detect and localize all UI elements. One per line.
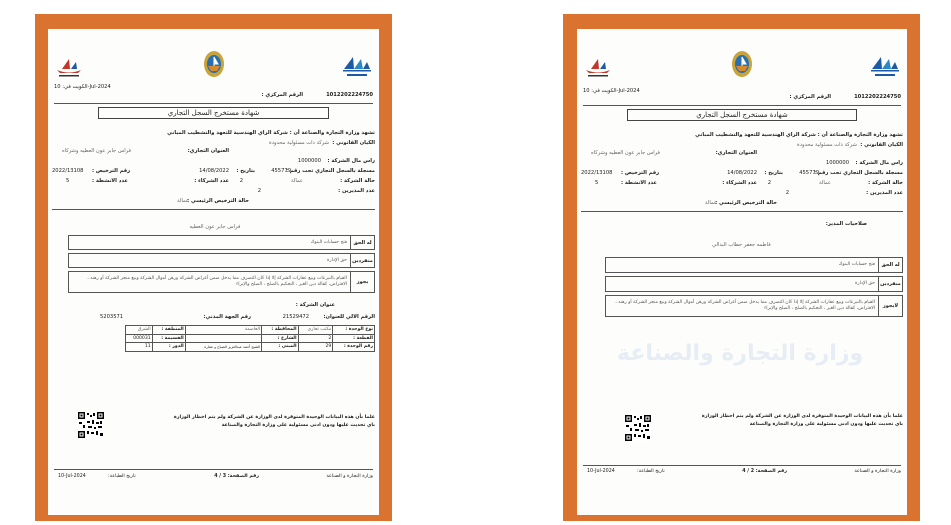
rights-row (68, 271, 375, 293)
rights-value: القيام بالتبرعات وبيع عقارات الشركة إلا إذا كان التصرف مما يدخل ضمن أغراض الشركة ورهن أموال الشركة وبيع متجر الشركة أو رهنه ، الاقتراض، كفالة دين الغير ، التحكيم بالصلح ، الصلح والإبراء (615, 300, 875, 311)
table-cell: الدور : (152, 343, 185, 352)
table-cell: المبنى : (262, 343, 298, 352)
partners-label: عدد الشركاء : (194, 178, 229, 184)
table-row (126, 326, 375, 335)
rights-value: حق الإدارة (327, 257, 347, 263)
footer-print-date: 10-Jul-2024 (587, 469, 615, 474)
header-central-number-label: الرقم المركزي : (789, 94, 831, 100)
section-divider (581, 211, 903, 212)
license-value: 2022/13108 (52, 168, 84, 174)
document-title: شهادة مستخرج السجل التجاري (627, 109, 857, 121)
date-value: 14/08/2022 (727, 170, 757, 176)
footer-ministry: وزارة التجارة و الصناعة (854, 469, 901, 474)
new-kuwait-logo-icon (869, 53, 901, 79)
table-cell: المنطقة : (152, 326, 185, 335)
main-license-value: عمالة (704, 200, 717, 206)
rights-row (605, 295, 903, 317)
footer-divider (583, 465, 901, 466)
watermark-text: وزارة التجارة والصناعة (617, 341, 864, 366)
partners-label: عدد الشركاء : (722, 180, 757, 186)
trade-address-label: العنوان التجاري: (187, 148, 229, 154)
footer-ministry: وزارة التجارة و الصناعة (326, 474, 373, 479)
header-central-number-label: الرقم المركزي : (261, 92, 303, 98)
status-value: عمالة (290, 178, 303, 184)
header-central-number: 1012202224750 (854, 94, 901, 100)
header-divider (583, 105, 901, 106)
kuwait-emblem-icon (202, 49, 226, 79)
table-cell (185, 334, 261, 343)
managers-label: عدد المديرين : (866, 190, 903, 196)
left-document-page (48, 29, 379, 515)
certify-text: تشهد وزارة التجارة والصناعة أن : شركة الراي الهندسية للتعهد والتشطيب المباني (167, 130, 375, 136)
table-cell: نوع الوحدة : (333, 326, 375, 335)
capital-value: 1000000 (297, 158, 321, 164)
table-cell: الشرق (126, 326, 153, 335)
activities-value: 5 (66, 178, 70, 184)
rights-key: منفردين (350, 254, 374, 267)
trade-address-label: العنوان التجاري: (715, 150, 757, 156)
rights-row (605, 276, 903, 292)
managers-value: 2 (785, 190, 789, 196)
table-cell: الشارع : (262, 334, 298, 343)
license-label: رقم الترخيص : (621, 170, 660, 176)
header-date: الكويت في: 10-Jul-2024 (54, 84, 111, 90)
rights-value: فتح حسابات البنوك (310, 239, 347, 245)
trade-address-value: فراس جابر عون العطيه وشركاه (62, 148, 131, 154)
rights-key: يجوز (350, 272, 374, 292)
activities-label: عدد الانشطة : (92, 178, 128, 184)
rights-value: حق الإدارة (855, 281, 875, 287)
footer-print-label: تاريخ الطباعة: (108, 474, 136, 479)
rights-row (68, 235, 375, 250)
table-cell: 29 (298, 343, 333, 352)
rights-key: له الحق (350, 236, 374, 249)
partners-value: 2 (767, 180, 771, 186)
qr-code-icon (78, 412, 104, 438)
date-label: بتاريخ : (236, 168, 255, 174)
manager-name: فاطمه جعفر حطاب البذالي (712, 242, 771, 248)
table-cell: المحافظة : (262, 326, 298, 335)
registration-label: مسجلة بالسجل التجاري تحت رقم : (814, 170, 903, 176)
capital-value: 1000000 (825, 160, 849, 166)
civil-number-value: 5203571 (100, 314, 124, 320)
registration-value: 455779 (271, 168, 291, 174)
license-value: 2022/13108 (581, 170, 613, 176)
footer-page-number: رقم الصفحة: 2 / 4 (742, 469, 787, 474)
status-label: حالة الشركة : (868, 180, 903, 186)
rights-value: القيام بالتبرعات وبيع عقارات الشركة إلا إذا كان التصرف مما يدخل ضمن أغراض الشركة ورهن أموال الشركة وبيع متجر الشركة أو رهنه ، الاقتراض، كفالة دين الغير ، التحكيم بالصلح ، الصلح والإبراء (87, 276, 347, 287)
status-label: حالة الشركة : (340, 178, 375, 184)
document-title: شهادة مستخرج السجل التجاري (98, 107, 329, 119)
footer-page-number: رقم الصفحة: 3 / 4 (214, 474, 259, 479)
rights-key: لايجوز (878, 296, 902, 316)
rights-row (605, 257, 903, 273)
table-cell: 11 (126, 343, 153, 352)
footer-divider (54, 469, 373, 470)
ministry-logo-icon (54, 57, 84, 79)
table-cell: 2 (298, 334, 333, 343)
date-value: 14/08/2022 (199, 168, 229, 174)
rights-value: فتح حسابات البنوك (838, 262, 875, 268)
main-license-label: حالة الترخيص الرئيسي : (187, 198, 249, 204)
entity-value: شركة ذات مسئولية محدودة (268, 140, 329, 146)
table-cell: العاصمة (185, 326, 261, 335)
kuwait-emblem-icon (730, 49, 754, 79)
partners-value: 2 (239, 178, 243, 184)
auto-number-label: الرقم الالي للعنوان: (323, 314, 375, 320)
rights-key: منفردين (878, 277, 902, 291)
managers-value: 2 (257, 188, 261, 194)
certify-text: تشهد وزارة التجارة والصناعة أن : شركة الراي الهندسية للتعهد والتشطيب المباني (695, 132, 903, 138)
header-divider (54, 103, 373, 104)
address-table (125, 325, 375, 352)
table-row (126, 334, 375, 343)
header-central-number: 1012202224750 (326, 92, 373, 98)
table-cell: 000031 (126, 334, 153, 343)
ministry-logo-icon (583, 57, 613, 79)
qr-code-icon (625, 415, 651, 441)
entity-label: الكيان القانوني : (860, 142, 903, 148)
managers-label: عدد المديرين : (338, 188, 375, 194)
auto-number-value: 21529472 (282, 314, 309, 320)
main-license-value: عمالة (176, 198, 189, 204)
entity-value: شركة ذات مسئولية محدودة (796, 142, 857, 148)
manager-powers-label: صلاحيات المدير: (825, 221, 867, 227)
activities-value: 5 (595, 180, 599, 186)
registration-label: مسجلة بالسجل التجاري تحت رقم : (286, 168, 375, 174)
table-cell: رقم الوحدة : (333, 343, 375, 352)
table-row (126, 343, 375, 352)
capital-label: راس مال الشركة : (855, 160, 903, 166)
notice-text: علما بأن هذه البيانات الوحيدة المتوفرة لدى الوزارة عن الشركة ولم يتم اخطار الوزارة باي تحديث عليها ودون ادنى مسئولية على وزارة التجارة والصناعة (173, 415, 375, 428)
header-date: الكويت في: 10-Jul-2024 (583, 88, 640, 94)
section-divider (52, 209, 375, 210)
registration-value: 455779 (799, 170, 819, 176)
activities-label: عدد الانشطة : (621, 180, 657, 186)
table-cell: القسيمة : (152, 334, 185, 343)
footer-print-label: تاريخ الطباعة: (637, 469, 665, 474)
civil-number-label: رقم الجهة المدني: (203, 314, 251, 320)
status-value: عمالة (818, 180, 831, 186)
rights-row (68, 253, 375, 268)
date-label: بتاريخ : (764, 170, 783, 176)
rights-key: له الحق (878, 258, 902, 272)
manager-name: فراس جابر عون العطيه (189, 224, 241, 230)
entity-label: الكيان القانوني : (332, 140, 375, 146)
main-license-label: حالة الترخيص الرئيسي : (715, 200, 777, 206)
trade-address-value: فراس جابر عون العطيه وشركاه (591, 150, 660, 156)
table-cell: مكتب تجاري (298, 326, 333, 335)
table-cell: الشيخ أحمد عبدالعزيز الصباح و عمارة (185, 343, 261, 352)
address-title: عنوان الشركة : (295, 302, 335, 308)
license-label: رقم الترخيص : (92, 168, 131, 174)
right-document-page (577, 29, 907, 515)
table-cell: القطعة : (333, 334, 375, 343)
new-kuwait-logo-icon (341, 53, 373, 79)
footer-print-date: 10-Jul-2024 (58, 474, 86, 479)
notice-text: علما بأن هذه البيانات الوحيدة المتوفرة لدى الوزارة عن الشركة ولم يتم اخطار الوزارة باي تحديث عليها ودون ادنى مسئولية على وزارة التجارة والصناعة (701, 414, 903, 427)
capital-label: راس مال الشركة : (327, 158, 375, 164)
